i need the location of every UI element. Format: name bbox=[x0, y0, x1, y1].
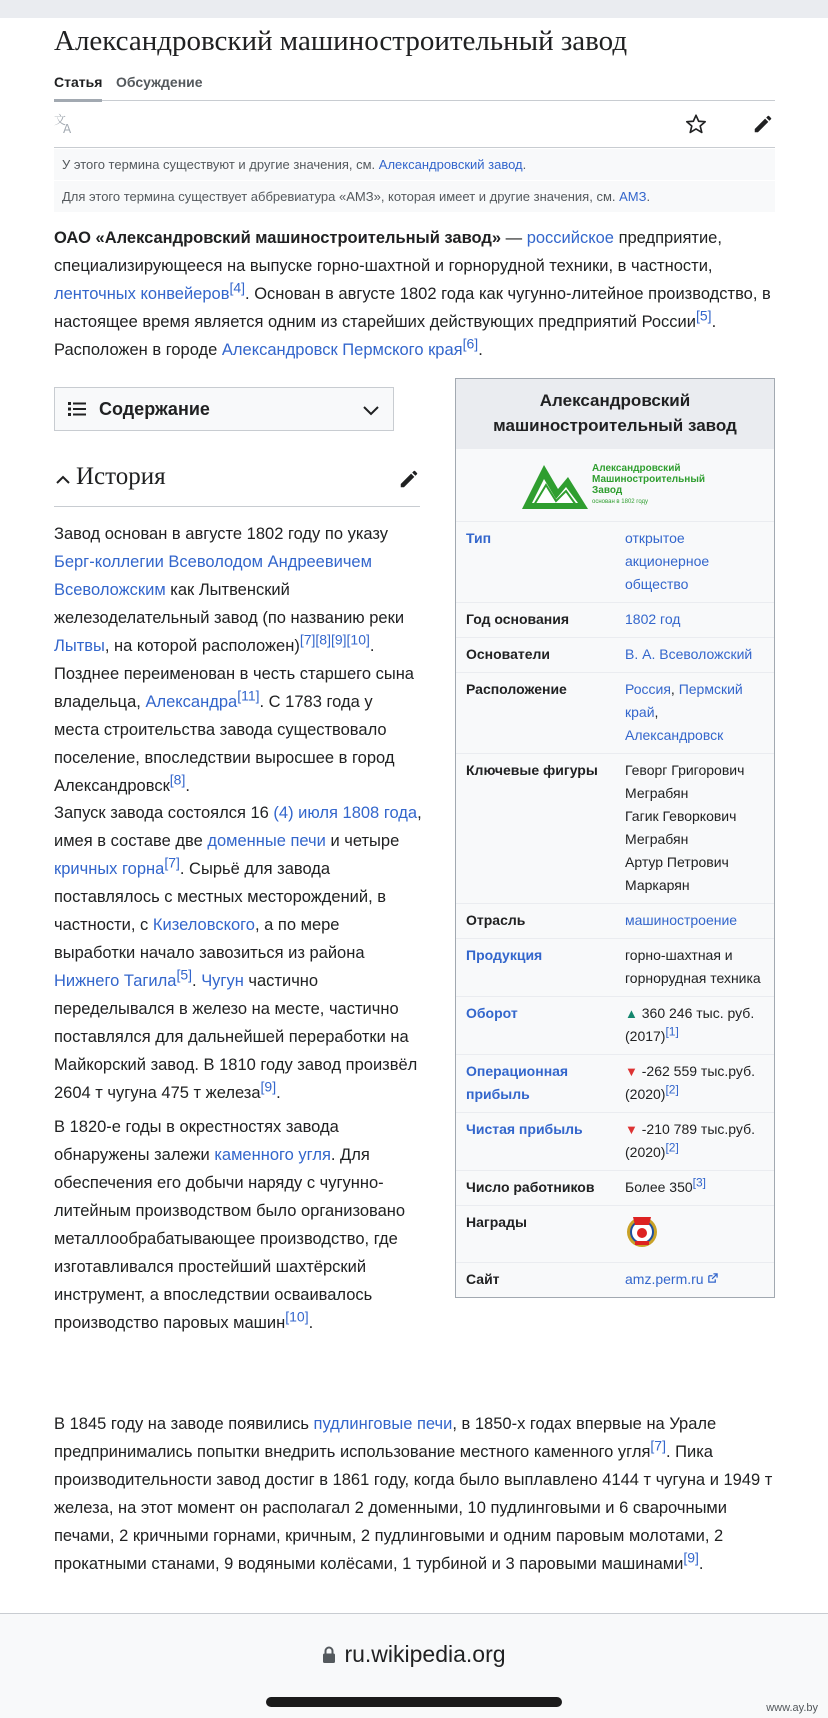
svg-text:Завод: Завод bbox=[592, 485, 623, 496]
infobox-row-type bbox=[456, 521, 774, 602]
infobox-label: Расположение bbox=[466, 681, 567, 697]
browser-bottom-bar bbox=[0, 1613, 828, 1718]
link-alexandrovsk-city[interactable]: Александровск bbox=[625, 727, 724, 743]
key-person: Артур Петрович Маркарян bbox=[625, 854, 729, 893]
infobox-label: Награды bbox=[466, 1214, 527, 1230]
link-website[interactable]: amz.perm.ru bbox=[625, 1271, 704, 1287]
chevron-up-icon[interactable] bbox=[54, 471, 72, 494]
infobox-caption: Александровский машиностроительный завод bbox=[456, 379, 774, 448]
ref-link[interactable]: [6] bbox=[462, 335, 479, 352]
infobox-label[interactable]: Продукция bbox=[466, 947, 543, 963]
tab-article[interactable]: Статья bbox=[54, 74, 103, 90]
svg-text:文: 文 bbox=[54, 113, 67, 127]
key-person: Гагик Геворкович Меграбян bbox=[625, 808, 737, 847]
lock-icon bbox=[322, 1643, 336, 1670]
svg-text:A: A bbox=[63, 122, 72, 134]
ref-link[interactable]: [4] bbox=[229, 279, 246, 296]
decrease-icon: ▼ bbox=[625, 1122, 638, 1137]
link-vsevolozhsky[interactable]: Всеволодом Андреевичем Всеволожским bbox=[54, 553, 372, 599]
link-perm-krai[interactable]: Пермский край bbox=[625, 681, 743, 720]
link-alexandr[interactable]: Александра bbox=[145, 693, 238, 711]
infobox-row-location: Расположение Россия, Пермский край, Александровск bbox=[456, 672, 774, 753]
link-nizhny-tagil[interactable]: Нижнего Тагила bbox=[54, 972, 177, 990]
link-belt-conveyors[interactable]: ленточных конвейеров bbox=[54, 285, 230, 303]
link-berg-collegium[interactable]: Берг-коллегии bbox=[54, 553, 164, 571]
ref-link[interactable]: [7] bbox=[650, 1437, 666, 1454]
svg-text:Машиностроительный: Машиностроительный bbox=[592, 474, 706, 485]
hatnote-disambiguation: У этого термина существуют и другие значения, см. Александровский завод. bbox=[62, 157, 527, 172]
external-link-icon bbox=[704, 1271, 719, 1287]
infobox-label: Число работников bbox=[466, 1179, 595, 1195]
ref-link[interactable]: [1] bbox=[665, 1024, 679, 1039]
ref-link[interactable]: [5] bbox=[176, 966, 193, 983]
infobox-row-employees: Число работников Более 350[3] bbox=[456, 1170, 774, 1205]
toc-toggle[interactable] bbox=[54, 387, 394, 431]
ref-link[interactable]: [7][8][9][10] bbox=[299, 631, 370, 648]
language-icon[interactable] bbox=[54, 112, 76, 134]
chevron-down-icon bbox=[361, 400, 381, 425]
infobox-label[interactable]: Тип bbox=[466, 530, 492, 546]
ref-link[interactable]: [10] bbox=[285, 1308, 309, 1325]
infobox-label[interactable]: Операционная прибыль bbox=[466, 1063, 569, 1102]
toc-title: Содержание bbox=[99, 399, 210, 419]
history-paragraph-3: В 1820-е годы в окрестностях завода обнаружены залежи каменного угля. Для обеспечения его добычи наряду с чугунно-литейным производством было организовано металлообрабатывающее производство, где изготавливался простейший шахтёрский инструмент, а впоследствии осваивалось производство паровых машин[10]. bbox=[54, 1118, 406, 1332]
infobox-label[interactable]: Оборот bbox=[466, 1005, 518, 1021]
lead-bold-name: ОАО «Александровский машиностроительный завод» bbox=[54, 229, 502, 247]
infobox-row-operating-income: Операционная прибыль ▼ -262 559 тыс.руб. (2020)[2] bbox=[456, 1054, 774, 1112]
link-cast-iron[interactable]: Чугун bbox=[201, 972, 244, 990]
hatnotes bbox=[54, 149, 775, 212]
order-of-labour-red-banner-icon[interactable] bbox=[625, 1236, 659, 1252]
infobox-label: Ключевые фигуры bbox=[466, 762, 598, 778]
ref-link[interactable]: [3] bbox=[692, 1175, 706, 1190]
infobox-row-site bbox=[456, 1262, 774, 1297]
infobox-row-products bbox=[456, 938, 774, 996]
svg-text:Александровский: Александровский bbox=[592, 463, 681, 474]
link-kizel[interactable]: Кизеловского bbox=[152, 916, 255, 934]
watermark: www.ay.by bbox=[766, 1702, 818, 1714]
page-tabs bbox=[54, 72, 775, 101]
link-date[interactable]: (4) июля 1808 года bbox=[273, 804, 418, 822]
link-industry[interactable]: машиностроение bbox=[625, 912, 738, 928]
link-coal[interactable]: каменного угля bbox=[214, 1146, 331, 1164]
ref-link[interactable]: [9] bbox=[260, 1078, 277, 1095]
infobox bbox=[455, 378, 775, 1298]
hatnote-abbreviation: Для этого термина существует аббревиатура «АМЗ», которая имеет и другие значения, см. АМЗ. bbox=[54, 180, 775, 212]
ref-link[interactable]: [2] bbox=[665, 1082, 679, 1097]
link-alexandrovsk[interactable]: Александровск Пермского края bbox=[221, 341, 463, 359]
increase-icon: ▲ bbox=[625, 1006, 638, 1021]
svg-text:основан в 1802 году: основан в 1802 году bbox=[592, 499, 649, 505]
link-founder[interactable]: В. А. Всеволожский bbox=[625, 646, 753, 662]
lead-paragraph: ОАО «Александровский машиностроительный завод» — российское предприятие, специализирующееся на выпуске горно-шахтной и горнорудной техники, в частности, ленточных конвейеров[4]. Основан в августе 1802 года как чугунно-литейное производство, в настоящее время является одним из старейших действующих предприятий России[5]. Расположен в городе Александровск Пермского края[6]. bbox=[54, 229, 771, 359]
decrease-icon: ▼ bbox=[625, 1064, 638, 1079]
link-alexandrovsky-zavod[interactable]: Александровский завод bbox=[378, 157, 523, 172]
infobox-row-key-people bbox=[456, 753, 774, 903]
page-title: Александровский машиностроительный завод bbox=[54, 25, 628, 57]
infobox-row-industry bbox=[456, 903, 774, 938]
edit-pencil-icon[interactable] bbox=[398, 468, 420, 495]
tab-talk[interactable]: Обсуждение bbox=[116, 74, 203, 90]
link-joint-stock[interactable]: открытое акционерное общество bbox=[625, 530, 710, 592]
link-russia[interactable]: Россия bbox=[625, 681, 671, 697]
ref-link[interactable]: [9] bbox=[683, 1549, 699, 1566]
address-bar[interactable] bbox=[0, 1641, 828, 1670]
infobox-label[interactable]: Чистая прибыль bbox=[466, 1121, 583, 1137]
link-forge-hearths[interactable]: кричных горна bbox=[54, 860, 165, 878]
section-heading-history[interactable] bbox=[54, 458, 420, 507]
link-blast-furnaces[interactable]: доменные печи bbox=[207, 832, 326, 850]
history-body bbox=[54, 520, 422, 1354]
ref-link[interactable]: [5] bbox=[695, 307, 712, 324]
key-person: Геворг Григорович Меграбян bbox=[625, 762, 745, 801]
browser-top-strip bbox=[0, 0, 828, 18]
infobox-row-awards bbox=[456, 1205, 774, 1262]
list-icon bbox=[67, 399, 87, 424]
section-title: История bbox=[76, 463, 166, 490]
ref-link[interactable]: [11] bbox=[237, 687, 260, 704]
infobox-label: Основатели bbox=[466, 646, 551, 662]
history-paragraph-1: Завод основан в августе 1802 году по указу Берг-коллегии Всеволодом Андреевичем Всеволожским как Лытвенский железоделательный завод (по названию реки Лытвы, на которой расположен)[7][8][9][10]. Позднее переименован в честь старшего сына владельца, Александра[11]. С 1783 года у места строительства завода существовало поселение, впоследствии выросшее в город Александровск[8]. bbox=[54, 525, 414, 795]
history-paragraph-2: Запуск завода состоялся 16 (4) июля 1808 года, имея в составе две доменные печи и четыре кричных горна[7]. Сырьё для завода поставлялось с местных месторождений, в частности, с Кизеловского, а по мере выработки начало завозиться из района Нижнего Тагила[5]. Чугун частично переделывался в железо на месте, частично поставлялся для дальнейшей переработки на Майкорский завод. В 1810 году завод произвёл 2604 т чугуна 475 т железа[9]. bbox=[54, 804, 422, 1102]
link-amz[interactable]: АМЗ bbox=[619, 189, 647, 204]
home-indicator[interactable] bbox=[266, 1697, 562, 1707]
link-1802[interactable]: 1802 год bbox=[625, 611, 681, 627]
star-icon[interactable] bbox=[684, 112, 708, 136]
infobox-row-founded bbox=[456, 602, 774, 637]
link-puddling-furnaces[interactable]: пудлинговые печи bbox=[313, 1415, 453, 1433]
infobox-value: горно-шахтная и горнорудная техника bbox=[625, 947, 761, 986]
page-toolbar bbox=[54, 100, 775, 148]
link-russian[interactable]: российское bbox=[526, 229, 614, 247]
infobox-label: Сайт bbox=[466, 1271, 500, 1287]
ref-link[interactable]: [8] bbox=[169, 771, 186, 788]
infobox-row-founders bbox=[456, 637, 774, 672]
infobox-label: Отрасль bbox=[466, 912, 526, 928]
infobox-row-net-income: Чистая прибыль ▼ -210 789 тыс.руб. (2020)[2] bbox=[456, 1112, 774, 1170]
ref-link[interactable]: [7] bbox=[164, 854, 180, 871]
url-text: ru.wikipedia.org bbox=[344, 1641, 506, 1667]
infobox-label: Год основания bbox=[466, 611, 569, 627]
history-paragraph-4: В 1845 году на заводе появились пудлинговые печи, в 1850-х годах впервые на Урале предпринимались попытки внедрить использование местного каменного угля[7]. Пика производительности завод достиг в 1861 году, когда было выплавлено 4144 т чугуна и 1949 т железа, на этот момент он располагал 2 доменными, 10 пудлинговыми и 6 сварочными печами, 2 кричными горнами, кричным, 2 пудлинговыми и одним паровым молотами, 2 прокатными станами, 9 водяными колёсами, 1 турбиной и 3 паровыми машинами[9]. bbox=[54, 1415, 773, 1573]
link-lytva[interactable]: Лытвы bbox=[54, 637, 105, 655]
company-logo[interactable] bbox=[456, 448, 774, 521]
ref-link[interactable]: [2] bbox=[665, 1140, 679, 1155]
infobox-row-revenue: Оборот ▲ 360 246 тыс. руб. (2017)[1] bbox=[456, 996, 774, 1054]
edit-pencil-icon[interactable] bbox=[751, 112, 775, 136]
